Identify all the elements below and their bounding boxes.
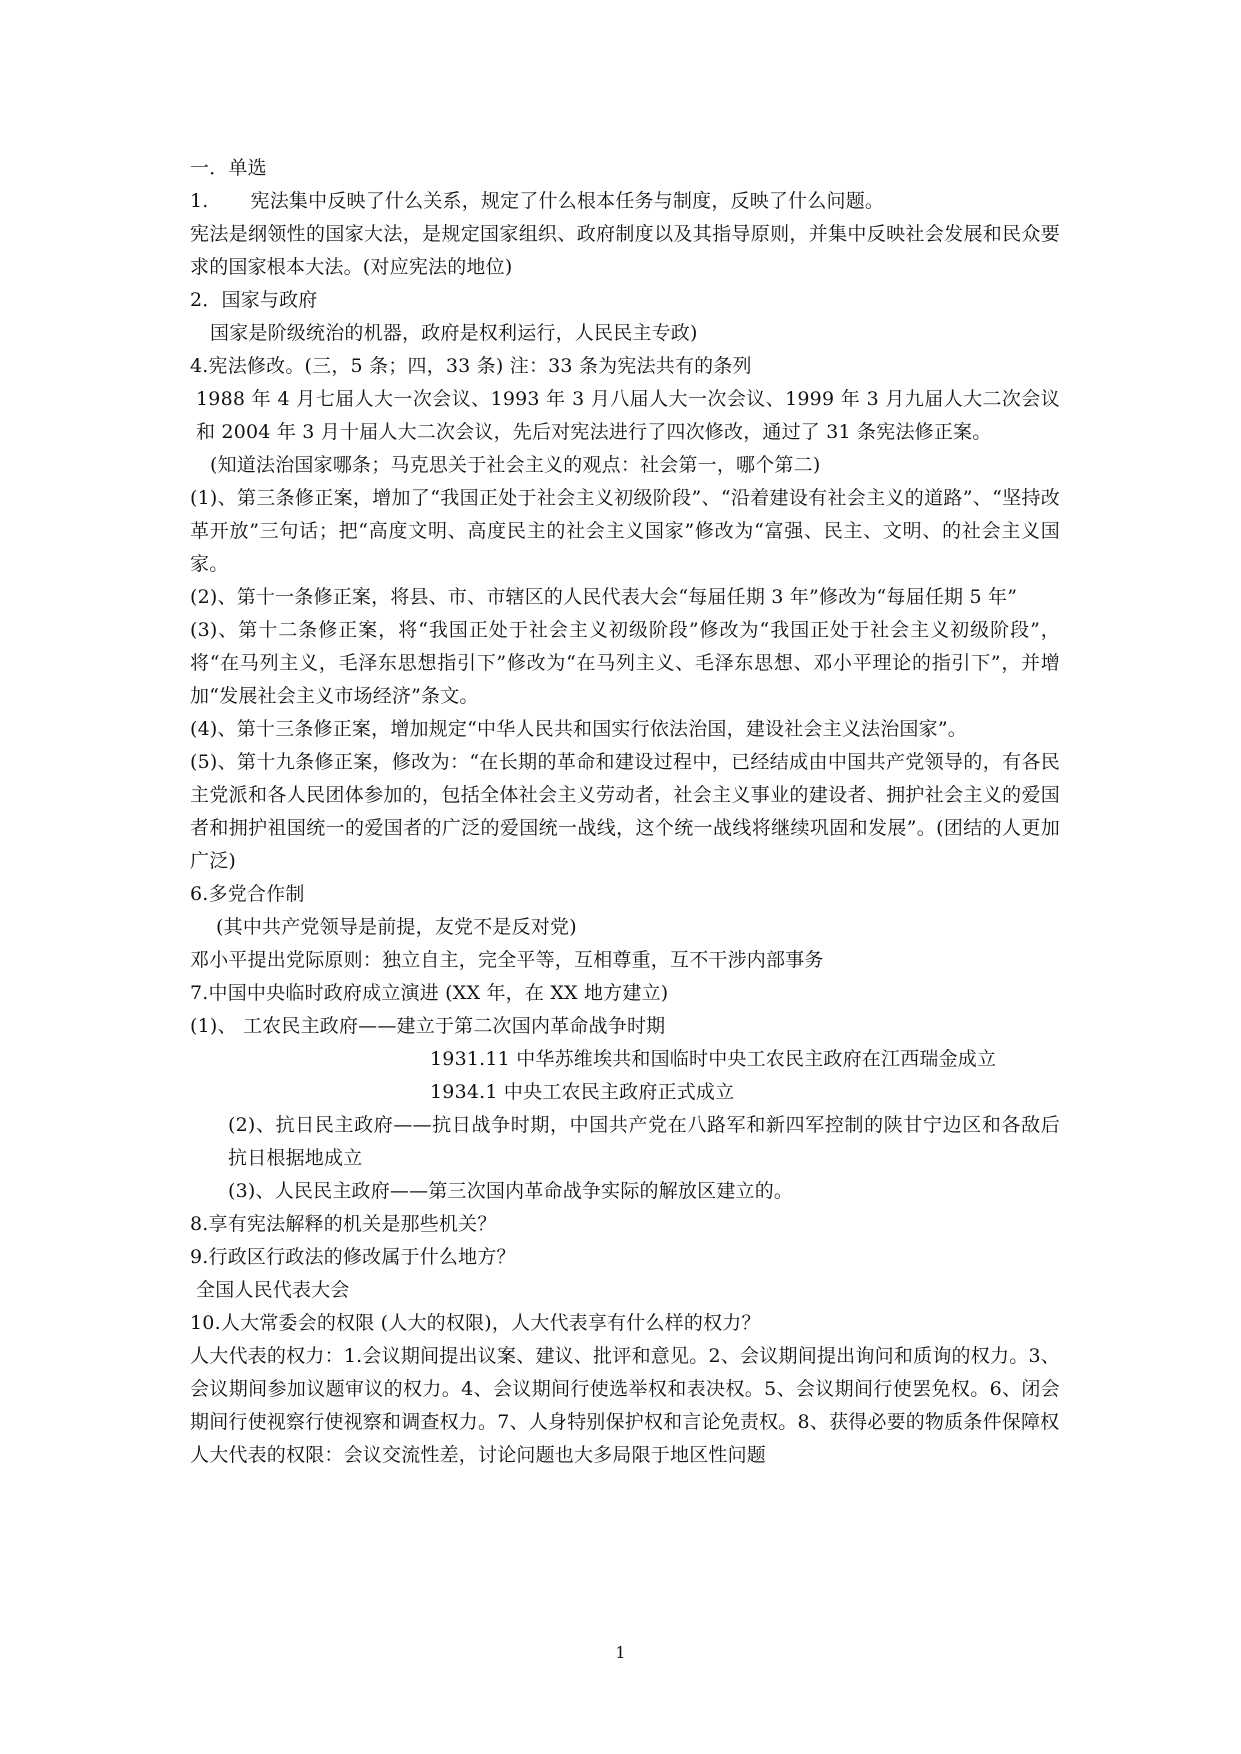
question-2: 2．国家与政府 bbox=[190, 289, 318, 311]
question-8: 8.享有宪法解释的机关是那些机关？ bbox=[190, 1213, 497, 1235]
amendment-4: (4)、第十三条修正案，增加规定“中华人民共和国实行依法治国，建设社会主义法治国家”。 bbox=[190, 718, 967, 740]
answer-9: 全国人民代表大会 bbox=[196, 1279, 350, 1301]
question-1-number: 1. bbox=[190, 190, 209, 212]
page-number: 1 bbox=[615, 1643, 626, 1662]
question-10: 10.人大常委会的权限 (人大的权限)，人大代表享有什么样的权力？ bbox=[190, 1312, 761, 1334]
answer-7-item-2: (2)、抗日民主政府——抗日战争时期，中国共产党在八路军和新四军控制的陕甘宁边区和各敌后抗日根据地成立 bbox=[228, 1114, 1060, 1169]
question-9: 9.行政区行政法的修改属于什么地方？ bbox=[190, 1246, 516, 1268]
amendment-3: (3)、第十二条修正案，将“我国正处于社会主义初级阶段”修改为“我国正处于社会主义初级阶段”，将“在马列主义，毛泽东思想指引下”修改为“在马列主义、毛泽东思想、邓小平理论的指引下”，并增加“发展社会主义市场经济”条文。 bbox=[190, 619, 1060, 707]
question-6: 6.多党合作制 bbox=[190, 883, 305, 905]
answer-7-item-1: (1)、 工农民主政府——建立于第二次国内革命战争时期 bbox=[190, 1015, 666, 1037]
answer-7-item-3: (3)、人民民主政府——第三次国内革命战争实际的解放区建立的。 bbox=[228, 1180, 794, 1202]
answer-4-note: (知道法治国家哪条；马克思关于社会主义的观点：社会第一，哪个第二) bbox=[210, 454, 821, 476]
answer-10-powers: 人大代表的权力：1.会议期间提出议案、建议、批评和意见。2、会议期间提出询问和质询的权力。3、会议期间参加议题审议的权力。4、会议期间行使选举权和表决权。5、会议期间行使罢免权。6、闭会期间行使视察行使视察和调查权力。7、人身特别保护权和言论免责权。8、获得必要的物质条件保障权 bbox=[190, 1345, 1060, 1433]
answer-6-principle: 邓小平提出党际原则：独立自主，完全平等，互相尊重，互不干涉内部事务 bbox=[190, 949, 824, 971]
answer-7-item-1-date-2: 1934.1 中央工农民主政府正式成立 bbox=[430, 1081, 735, 1103]
document-body bbox=[190, 152, 1060, 1472]
answer-4-summary: 1988 年 4 月七届人大一次会议、1993 年 3 月八届人大一次会议、1999 年 3 月九届人大二次会议和 2004 年 3 月十届人大二次会议，先后对宪法进行了四次修改，通过了 31 条宪法修正案。 bbox=[196, 388, 1060, 443]
heading-single-choice: 一．单选 bbox=[190, 157, 267, 179]
amendment-1: (1)、第三条修正案，增加了“我国正处于社会主义初级阶段”、“沿着建设有社会主义的道路”、“坚持改革开放”三句话；把“高度文明、高度民主的社会主义国家”修改为“富强、民主、文明、的社会主义国家。 bbox=[190, 487, 1060, 575]
answer-1: 宪法是纲领性的国家大法，是规定国家组织、政府制度以及其指导原则，并集中反映社会发展和民众要求的国家根本大法。(对应宪法的地位) bbox=[190, 223, 1060, 278]
amendment-2: (2)、第十一条修正案，将县、市、市辖区的人民代表大会“每届任期 3 年”修改为“每届任期 5 年” bbox=[190, 586, 1018, 608]
answer-2: 国家是阶级统治的机器，政府是权利运行，人民民主专政) bbox=[210, 322, 698, 344]
question-1 bbox=[190, 185, 1060, 218]
question-7: 7.中国中央临时政府成立演进 (XX 年，在 XX 地方建立) bbox=[190, 982, 669, 1004]
amendment-5: (5)、第十九条修正案，修改为：“在长期的革命和建设过程中，已经结成由中国共产党领导的，有各民主党派和各人民团体参加的，包括全体社会主义劳动者，社会主义事业的建设者、拥护社会主义的爱国者和拥护祖国统一的爱国者的广泛的爱国统一战线，这个统一战线将继续巩固和发展”。(团结的人更加广泛) bbox=[190, 751, 1060, 872]
answer-10-limits: 人大代表的权限：会议交流性差，讨论问题也大多局限于地区性问题 bbox=[190, 1444, 767, 1466]
question-1-text: 宪法集中反映了什么关系，规定了什么根本任务与制度，反映了什么问题。 bbox=[250, 190, 885, 212]
answer-6-note: (其中共产党领导是前提，友党不是反对党) bbox=[216, 916, 577, 938]
answer-7-item-1-date-1: 1931.11 中华苏维埃共和国临时中央工农民主政府在江西瑞金成立 bbox=[430, 1048, 997, 1070]
question-4: 4.宪法修改。(三，5 条；四，33 条) 注：33 条为宪法共有的条列 bbox=[190, 355, 752, 377]
